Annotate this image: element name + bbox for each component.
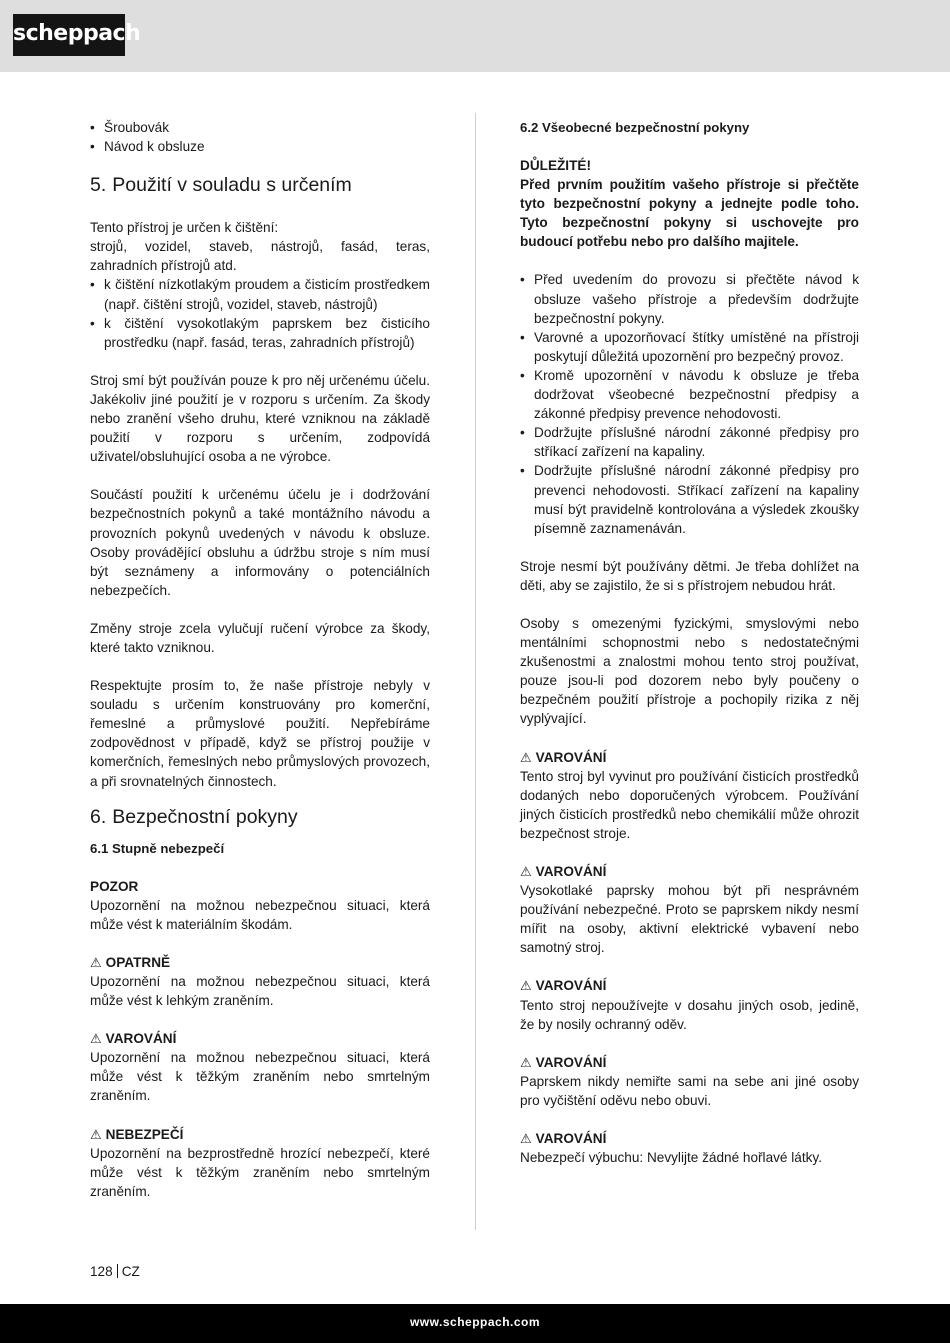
warning-title-text: VAROVÁNÍ — [535, 1054, 607, 1070]
list-item: • Dodržujte příslušné národní zákonné předpisy pro prevenci nehodovosti. Stříkací zařízení na kapaliny musí být pravidelně kontrolována a výsledek zkoušky písemně zaznamenáván. — [520, 461, 859, 537]
warning-triangle-icon: ⚠ — [520, 749, 532, 765]
list-item: • k čištění nízkotlakým proudem a čisticím prostředkem (např. čištění strojů, vozidel, staveb, nástrojů) — [90, 275, 430, 313]
hazard-title-text: POZOR — [90, 878, 139, 894]
warning-title — [520, 862, 859, 881]
hazard-title — [90, 1125, 430, 1144]
intro-list — [90, 118, 430, 156]
list-item: • k čištění vysokotlakým paprskem bez čisticího prostředku (např. fasád, teras, zahradních přístrojů) — [90, 314, 430, 352]
usage-list — [90, 275, 430, 351]
list-item: • Před uvedením do provozu si přečtěte návod k obsluze vašeho přístroje a především dodržujte bezpečnostní pokyny. — [520, 270, 859, 327]
list-item: • Návod k obsluze — [90, 137, 430, 156]
list-item: • Kromě upozornění v návodu k obsluze je třeba dodržovat všeobecné bezpečnostní předpisy a zákonné předpisy prevence nehodovosti. — [520, 366, 859, 423]
hazard-level — [90, 1029, 430, 1105]
hazard-text: Upozornění na možnou nebezpečnou situaci, která může vést k těžkým zraněním nebo smrtelným zraněním. — [90, 1050, 430, 1104]
section-number: 5. — [90, 174, 107, 197]
warning-block — [520, 976, 859, 1033]
warning-title — [520, 1053, 859, 1072]
important-text: Před prvním použitím vašeho přístroje si přečtěte tyto bezpečnostní pokyny a jednejte podle toho. Tyto bezpečnostní pokyny si uschovejte pro budoucí potřebu nebo pro dalšího majitele. — [520, 177, 859, 250]
subsection-heading: 6.2 Všeobecné bezpečnostní pokyny — [520, 120, 750, 135]
warning-text: Nebezpečí výbuchu: Nevylijte žádné hořlavé látky. — [520, 1150, 822, 1166]
paragraph: strojů, vozidel, staveb, nástrojů, fasád, teras, zahradních přístrojů atd. — [90, 239, 430, 274]
warning-title — [520, 1129, 859, 1148]
warning-title-text: VAROVÁNÍ — [535, 1131, 607, 1147]
warning-title-text: VAROVÁNÍ — [535, 978, 607, 994]
warning-block — [520, 1053, 859, 1110]
page-number-value: 128 — [90, 1264, 113, 1279]
paragraph: Stroje nesmí být používány dětmi. Je třeba dohlížet na děti, aby se zajistilo, že si s přístrojem nebudou hrát. — [520, 558, 859, 593]
hazard-title-text: OPATRNĚ — [105, 954, 171, 970]
warning-triangle-icon: ⚠ — [520, 864, 532, 879]
warning-triangle-icon: ⚠ — [90, 954, 102, 970]
section-6-heading — [90, 805, 430, 829]
warning-triangle-icon: ⚠ — [520, 1054, 532, 1070]
left-column — [90, 118, 430, 1201]
warning-block — [520, 1129, 859, 1167]
paragraph: Tento přístroj je určen k čištění: — [90, 220, 279, 236]
warning-triangle-icon: ⚠ — [520, 978, 532, 994]
right-column — [520, 118, 859, 1167]
paragraph: Součástí použití k určenému účelu je i dodržování bezpečnostních pokynů a také montážního návodu a provozních pokynů uvedených v návodu k obsluze. Osoby provádějící obsluhu a údržbu stroje s ním musí být seznámeny a informovány o potenciálních nebezpečích. — [90, 487, 430, 598]
page-header — [0, 0, 950, 72]
page-footer — [0, 1304, 950, 1343]
hazard-title-text: NEBEZPEČÍ — [105, 1126, 184, 1142]
warning-triangle-icon: ⚠ — [90, 1126, 102, 1142]
warning-triangle-icon: ⚠ — [90, 1031, 102, 1047]
important-title: DŮLEŽITÉ! — [520, 158, 591, 173]
language-code: CZ — [121, 1264, 140, 1279]
brand-logo: scheppach — [13, 14, 125, 56]
warning-triangle-icon: ⚠ — [520, 1131, 532, 1147]
paragraph: Změny stroje zcela vylučují ručení výrobce za škody, které takto vzniknou. — [90, 620, 430, 655]
paragraph: Osoby s omezenými fyzickými, smyslovými nebo mentálními schopnostmi nebo s nedostatečnými zkušenostmi a znalostmi mohou tento stroj používat, pouze jsou-li pod dozorem nebo byly poučeny o bezpečném použití přístroje a pochopily rizika z něj vyplývající. — [520, 615, 859, 727]
hazard-level — [90, 1125, 430, 1201]
warning-text: Paprskem nikdy nemiřte sami na sebe ani jiné osoby pro vyčištění oděvu nebo obuvi. — [520, 1073, 859, 1108]
warning-title — [520, 748, 859, 767]
warning-title-text: VAROVÁNÍ — [535, 864, 607, 879]
page-number — [90, 1264, 140, 1279]
section-number: 6. — [90, 805, 107, 828]
list-item: • Šroubovák — [90, 118, 430, 137]
section-5-heading — [90, 173, 430, 197]
hazard-text: Upozornění na bezprostředně hrozící nebezpečí, které může vést k těžkým zraněním nebo smrtelným zraněním. — [90, 1145, 430, 1199]
warning-text: Tento stroj nepoužívejte v dosahu jiných osob, jedině, že by nosily ochranný oděv. — [520, 997, 859, 1032]
page-number-separator — [117, 1264, 118, 1278]
warning-block — [520, 862, 859, 957]
list-item: • Dodržujte příslušné národní zákonné předpisy pro stříkací zařízení na kapaliny. — [520, 423, 859, 461]
subsection-heading: 6.1 Stupně nebezpečí — [90, 840, 225, 856]
section-title: Bezpečnostní pokyny — [112, 805, 298, 828]
warning-block — [520, 748, 859, 843]
section-title: Použití v souladu s určením — [112, 174, 352, 197]
list-item: • Varovné a upozorňovací štítky umístěné na přístroji poskytují důležitá upozornění pro bezpečný provoz. — [520, 328, 859, 366]
warning-text: Vysokotlaké paprsky mohou být při nesprávném používání nebezpečné. Proto se paprskem nikdy nesmí mířit na osoby, aktivní elektrické vybavení nebo samotný stroj. — [520, 883, 859, 956]
hazard-level — [90, 877, 430, 934]
hazard-title — [90, 1029, 430, 1048]
paragraph: Stroj smí být používán pouze k pro něj určenému účelu. Jakékoliv jiné použití je v rozporu s určením. Za škody nebo zranění všeho druhu, které vzniknou na základě použití v rozporu s určením, zodpovídá uživatel/obsluhující osoba a ne výrobce. — [90, 372, 430, 465]
website-link[interactable]: www.scheppach.com — [409, 1315, 541, 1329]
hazard-title — [90, 953, 430, 972]
safety-list — [520, 270, 859, 537]
hazard-title — [90, 877, 430, 896]
warning-title-text: VAROVÁNÍ — [535, 749, 607, 765]
hazard-title-text: VAROVÁNÍ — [105, 1031, 177, 1047]
hazard-level — [90, 953, 430, 1010]
paragraph: Respektujte prosím to, že naše přístroje nebyly v souladu s určením konstruovány pro komerční, řemeslné a průmyslové použití. Nepřebíráme zodpovědnost v případě, když se přístroj použije v komerčních, řemeslných nebo průmyslových provozech, a při srovnatelných činnostech. — [90, 678, 430, 789]
warning-text: Tento stroj byl vyvinut pro používání čisticích prostředků dodaných nebo doporučených výrobcem. Používání jiných čisticích prostředků nebo chemikálií může ohrozit bezpečnost stroje. — [520, 768, 859, 841]
column-divider — [475, 113, 476, 1230]
hazard-text: Upozornění na možnou nebezpečnou situaci, která může vést k materiálním škodám. — [90, 897, 430, 932]
hazard-text: Upozornění na možnou nebezpečnou situaci, která může vést k lehkým zraněním. — [90, 974, 430, 1009]
warning-title — [520, 976, 859, 995]
